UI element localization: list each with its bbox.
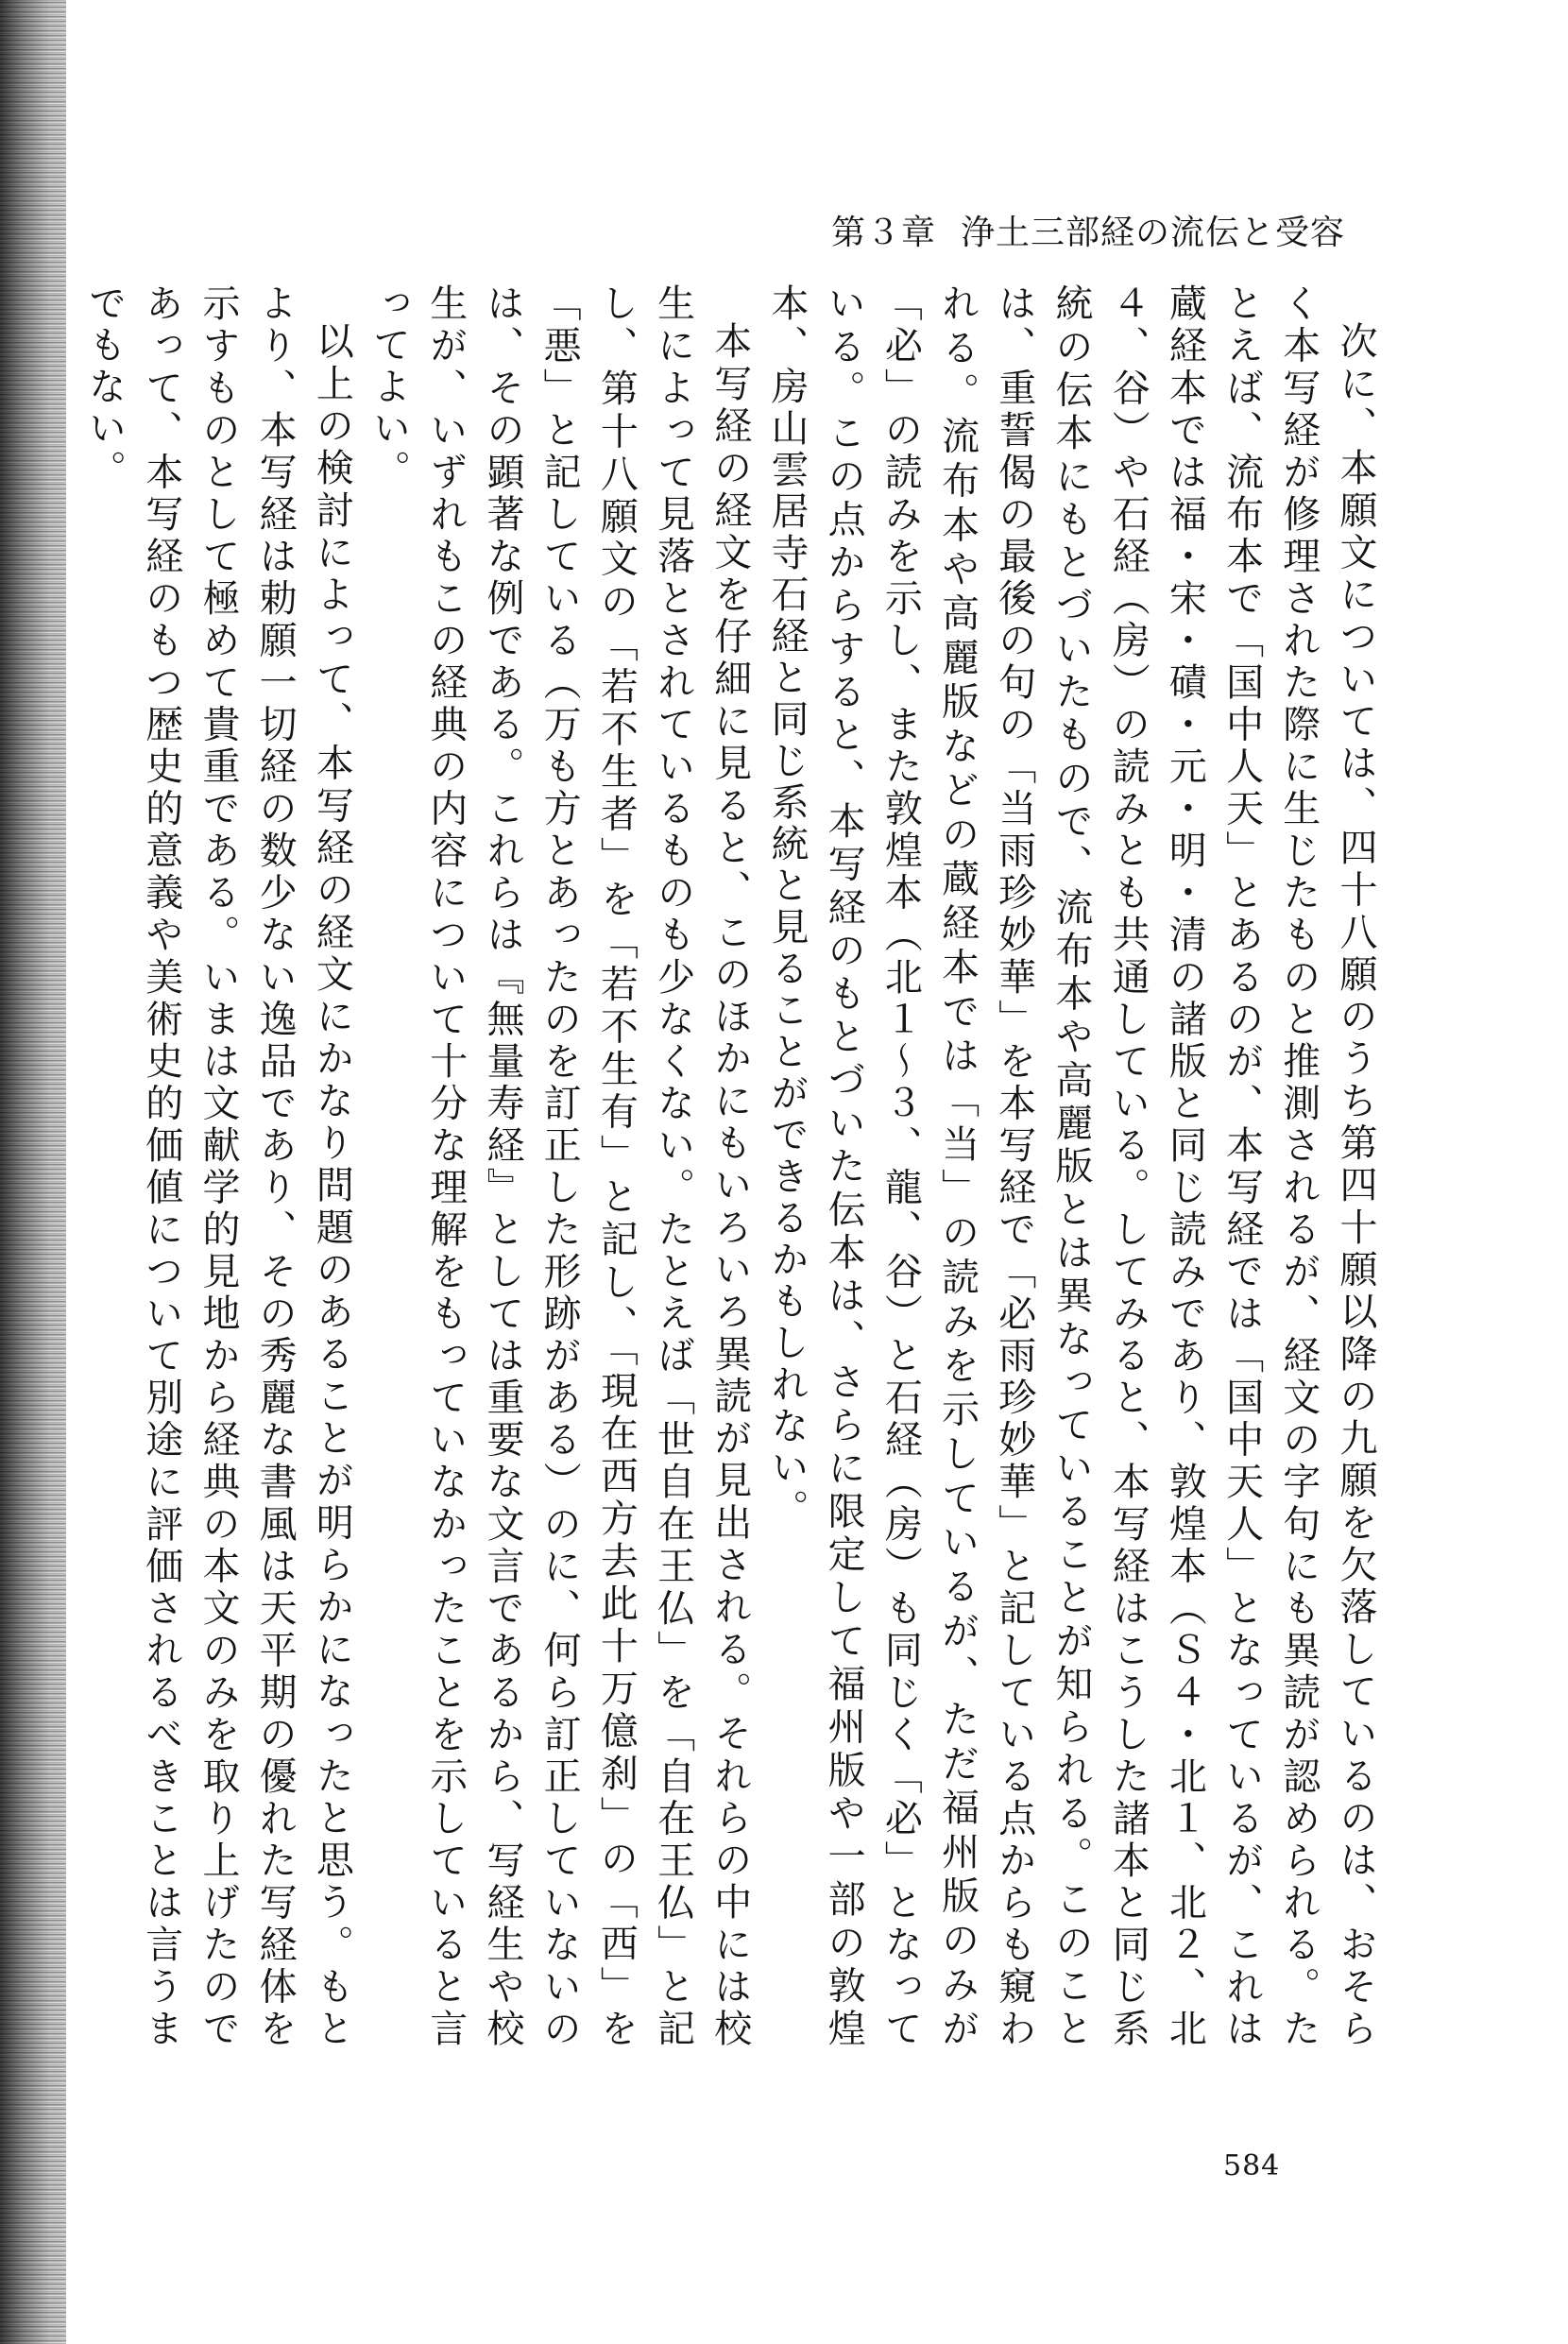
paragraph-1: 次に、本願文については、四十八願のうち第四十願以降の九願を欠落しているのは、おそらく本写経が修理された際に生じたものと推測されるが、経文の字句にも異読が認められる。たとえば、流布本で「国中人天」とあるのが、本写経では「国中天人」となっているが、これは蔵経本では福・宋・磧・元・明・清の諸版と同じ読みであり、敦煌本（Ｓ４・北１、北２、北４、谷）や石経（房）の読みとも共通している。してみると、本写経はこうした諸本と同じ系統の伝本にもとづいたもので、流布本や高麗版とは異なっていることが知られる。このことは、重誓偈の最後の句の「当雨珍妙華」を本写経で「必雨珍妙華」と記している点からも窺われる。流布本や高麗版などの蔵経本では「当」の読みを示しているが、ただ福州版のみが「必」の読みを示し、また敦煌本（北１〜３、龍、谷）と石経（房）も同じく「必」となっている。この点からすると、本写経のもとづいた伝本は、さらに限定して福州版や一部の敦煌本、房山雲居寺石経と同じ系統と見ることができるかもしれない。: [764, 283, 1377, 2051]
page-number: 584: [1223, 2149, 1281, 2182]
running-header: [831, 206, 1398, 254]
paragraph-3: 以上の検討によって、本写経の経文にかなり問題のあることが明らかになったと思う。もとより、本写経は勅願一切経の数少ない逸品であり、その秀麗な書風は天平期の優れた写経体を示すものとして極めて貴重である。いまは文献学的見地から経典の本文のみを取り上げたのであって、本写経のもつ歴史的意義や美術史的価値について別途に評価されるべきことは言うまでもない。: [82, 283, 354, 2051]
chapter-title: 浄土三部経の流伝と受容: [961, 214, 1346, 252]
chapter-number: 第３章: [831, 214, 937, 252]
scan-shadow-edge: [0, 0, 66, 2344]
body-text-vertical: [82, 283, 1384, 2051]
paragraph-2: 本写経の経文を仔細に見ると、このほかにもいろいろ異読が見出される。それらの中には校生によって見落とされているものも少なくない。たとえば「世自在王仏」を「自在王仏」と記し、第十八願文の「若不生者」を「若不生有」と記し、「現在西方去此十万億刹」の「西」を「悪」と記している（万も方とあったのを訂正した形跡がある）のに、何ら訂正していないのは、その顕著な例である。これらは『無量寿経』としては重要な文言であるから、写経生や校生が、いずれもこの経典の内容について十分な理解をもっていなかったことを示していると言ってよい。: [366, 283, 752, 2051]
